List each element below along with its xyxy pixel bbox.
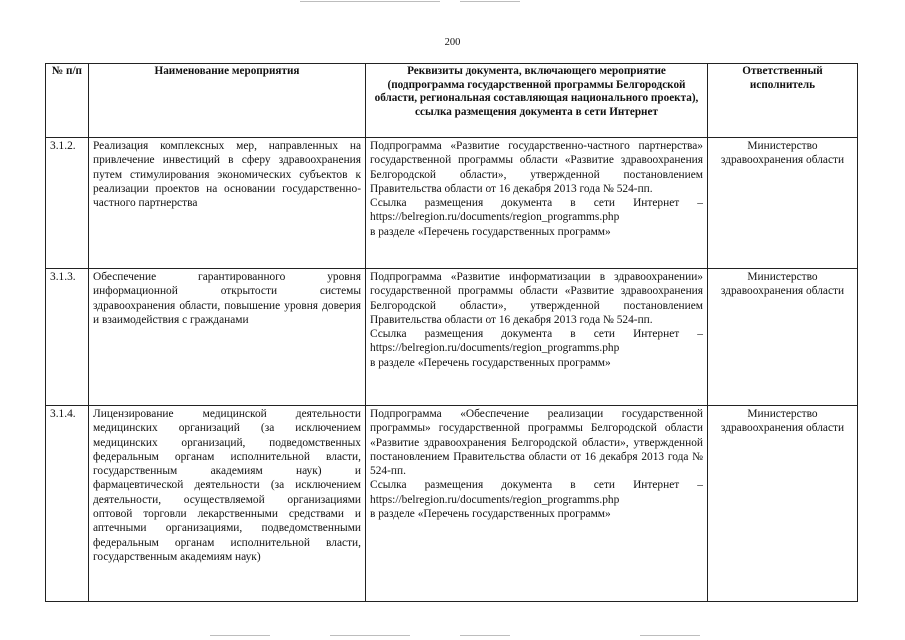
table-header-row bbox=[46, 64, 858, 138]
header-name: Наименование мероприятия bbox=[89, 64, 366, 138]
document-requisites bbox=[366, 138, 708, 269]
document-link: Ссылка размещения документа в сети Интернет – https://belregion.ru/documents/region_programms.php bbox=[370, 328, 703, 355]
document-link: Ссылка размещения документа в сети Интернет – https://belregion.ru/documents/region_programms.php bbox=[370, 197, 703, 224]
measure-name: Лицензирование медицинской деятельности медицинских организаций (за исключением медицинских организаций, подведомственных федеральным органам исполнительной власти, государственным академиям наук) и фармацевтической деятельности (за исключением деятельности, осуществляемой организациями оптовой торговли лекарственными средствами и аптечными организациями, подведомственными федеральным органам исполнительной власти, государственным академиям наук) bbox=[89, 406, 366, 602]
scan-edge-mark bbox=[640, 635, 700, 636]
page-number: 200 bbox=[444, 37, 461, 48]
document-section: в разделе «Перечень государственных программ» bbox=[370, 508, 611, 521]
responsible-executor: Министерство здравоохранения области bbox=[708, 138, 858, 269]
measures-table bbox=[45, 63, 858, 602]
scan-edge-mark bbox=[210, 635, 270, 636]
document-description: Подпрограмма «Обеспечение реализации государственной программы» государственной программы Белгородской области «Развитие здравоохранения Белгородской области», утвержденной постановлением Правительства области от 16 декабря 2013 года № 524-пп. bbox=[370, 408, 703, 478]
header-responsible: Ответственный исполнитель bbox=[708, 64, 858, 138]
scan-edge-mark bbox=[460, 1, 520, 2]
document-requisites bbox=[366, 406, 708, 602]
responsible-executor: Министерство здравоохранения области bbox=[708, 406, 858, 602]
table-row bbox=[46, 269, 858, 406]
document-description: Подпрограмма «Развитие информатизации в здравоохранении» государственной программы области «Развитие здравоохранения Белгородской области», утвержденной постановлением Правительства области от 16 декабря 2013 года № 524-пп. bbox=[370, 271, 703, 326]
document-section: в разделе «Перечень государственных программ» bbox=[370, 356, 611, 369]
scan-edge-mark bbox=[330, 635, 410, 636]
header-requisites: Реквизиты документа, включающего мероприятие (подпрограмма государственной программы Белгородской области, региональная составляющая национального проекта), ссылка размещения документа в сети Интернет bbox=[366, 64, 708, 138]
responsible-executor: Министерство здравоохранения области bbox=[708, 269, 858, 406]
row-number: 3.1.3. bbox=[46, 269, 89, 406]
document-description: Подпрограмма «Развитие государственно-частного партнерства» государственной программы области «Развитие здравоохранения Белгородской области», утвержденной постановлением Правительства области от 16 декабря 2013 года № 524-пп. bbox=[370, 140, 703, 195]
row-number: 3.1.2. bbox=[46, 138, 89, 269]
row-number: 3.1.4. bbox=[46, 406, 89, 602]
document-requisites bbox=[366, 269, 708, 406]
document-section: в разделе «Перечень государственных программ» bbox=[370, 225, 611, 238]
measure-name: Реализация комплексных мер, направленных на привлечение инвестиций в сферу здравоохранения путем стимулирования экономических субъектов к реализации проектов на основании государственно-частного партнерства bbox=[89, 138, 366, 269]
header-num: № п/п bbox=[46, 64, 89, 138]
table-row bbox=[46, 406, 858, 602]
document-link: Ссылка размещения документа в сети Интернет – https://belregion.ru/documents/region_programms.php bbox=[370, 479, 703, 506]
measure-name: Обеспечение гарантированного уровня информационной открытости системы здравоохранения области, повышение уровня доверия и взаимодействия с гражданами bbox=[89, 269, 366, 406]
table-row bbox=[46, 138, 858, 269]
scan-edge-mark bbox=[460, 635, 510, 636]
scan-edge-mark bbox=[300, 1, 440, 2]
